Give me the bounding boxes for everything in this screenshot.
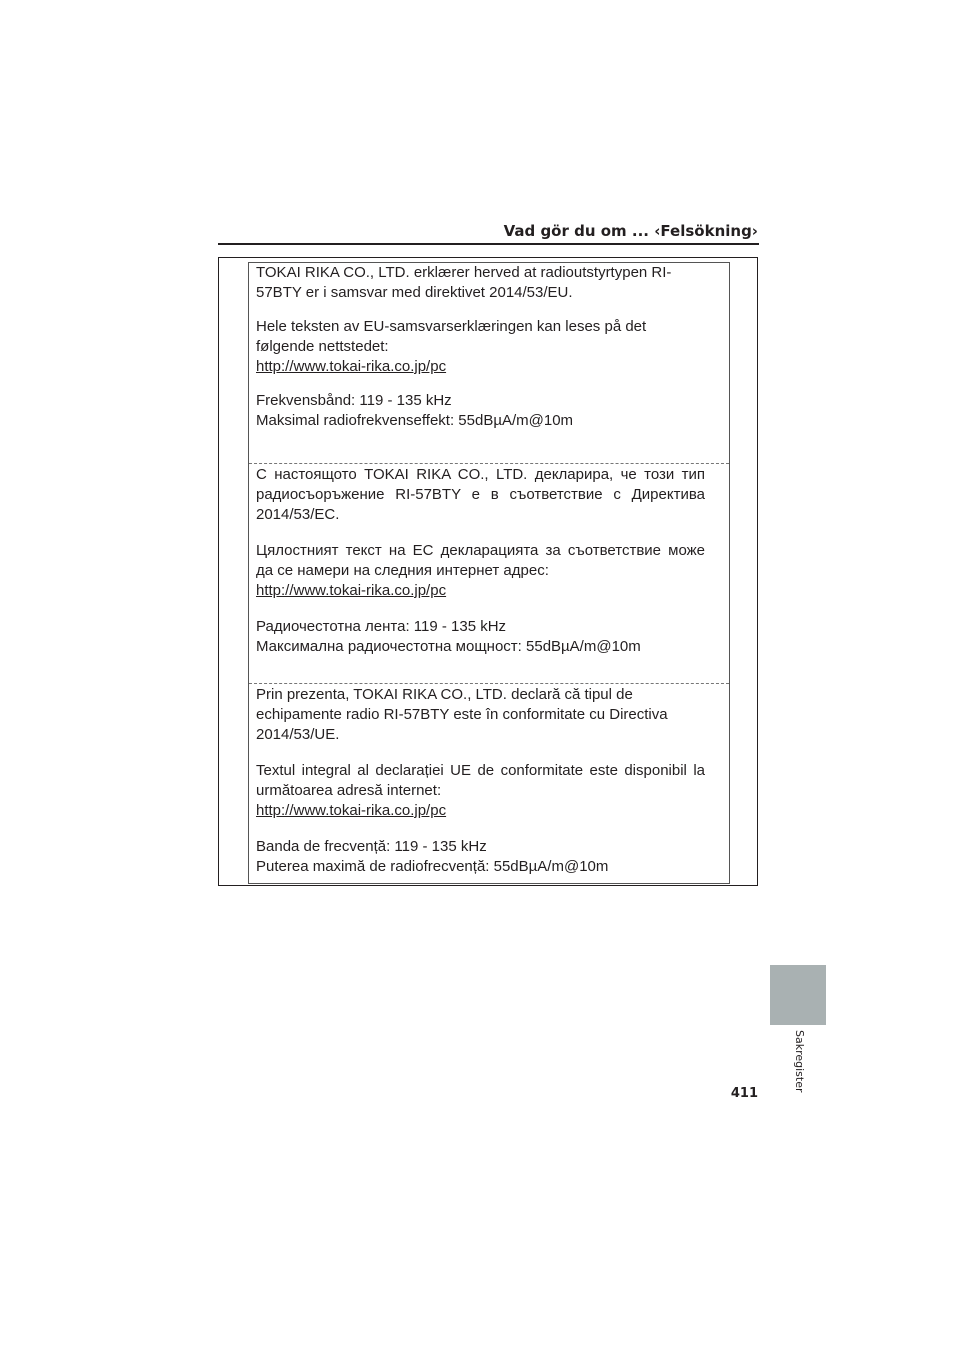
page-number: 411 — [730, 1086, 758, 1101]
frequency-band: Радиочестотна лента: 119 - 135 kHz — [256, 618, 507, 635]
frequency-band: Frekvensbånd: 119 - 135 kHz — [256, 392, 452, 409]
full-text-info: Цялостният текст на ЕС декларацията за съответствие може да се намери на следния интернет адрес: — [256, 542, 705, 579]
section-divider — [249, 683, 729, 684]
declaration-text: TOKAI RIKA CO., LTD. erklærer herved at radioutstyrtypen RI-57BTY er i samsvar med direktivet 2014/53/EU. — [256, 264, 672, 301]
index-side-label: Sakregister — [793, 1030, 806, 1093]
declaration-link[interactable]: http://www.tokai-rika.co.jp/pc — [256, 358, 447, 375]
declaration-section-romanian — [256, 685, 705, 877]
section-divider — [249, 463, 729, 464]
index-side-tab — [770, 965, 826, 1025]
max-power: Maksimal radiofrekvenseffekt: 55dBµA/m@10m — [256, 412, 574, 429]
frequency-band: Banda de frecvență: 119 - 135 kHz — [256, 838, 487, 855]
declaration-text: Prin prezenta, TOKAI RIKA CO., LTD. declară că tipul de echipamente radio RI-57BTY este în conformitate cu Directiva 2014/53/UE. — [256, 686, 668, 743]
declaration-text: С настоящото TOKAI RIKA CO., LTD. декларира, че този тип радиосъоръжение RI-57BTY е в съответствие с Директива 2014/53/ЕС. — [256, 466, 705, 523]
full-text-info: Textul integral al declarației UE de conformitate este disponibil la următoarea adresă internet: — [256, 762, 705, 799]
full-text-info: Hele teksten av EU-samsvarserklæringen kan leses på det følgende nettstedet: — [256, 318, 647, 355]
declaration-section-norwegian — [256, 263, 705, 431]
max-power: Puterea maximă de radiofrecvență: 55dBµA/m@10m — [256, 858, 609, 875]
max-power: Максимална радиочестотна мощност: 55dBµA/m@10m — [256, 638, 641, 655]
page-header-title: Vad gör du om ... ‹Felsökning› — [503, 222, 758, 240]
declaration-link[interactable]: http://www.tokai-rika.co.jp/pc — [256, 802, 447, 819]
header-rule — [218, 243, 759, 245]
declaration-section-bulgarian — [256, 465, 705, 657]
declaration-link[interactable]: http://www.tokai-rika.co.jp/pc — [256, 582, 447, 599]
